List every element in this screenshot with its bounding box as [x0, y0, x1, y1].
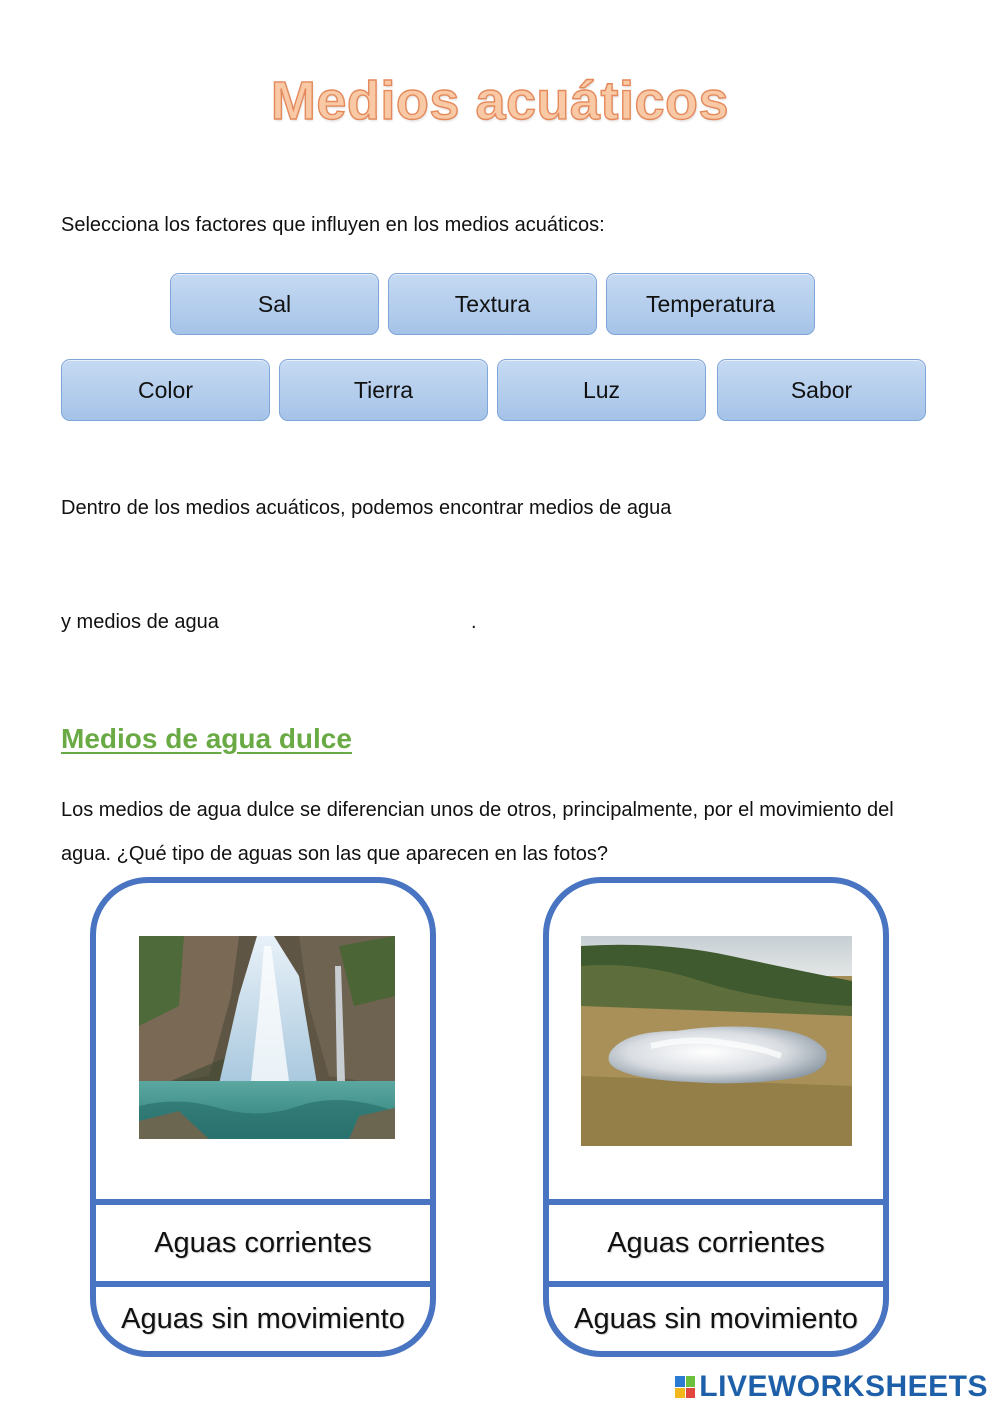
card2-option-aguas-corrientes[interactable]: Aguas corrientes	[549, 1199, 883, 1287]
card2-option-aguas-sin-movimiento[interactable]: Aguas sin movimiento	[574, 1302, 858, 1335]
factor-chip-sabor[interactable]: Sabor	[717, 359, 926, 421]
factor-chip-luz[interactable]: Luz	[497, 359, 706, 421]
brand-wordmark: LIVEWORKSHEETS	[699, 1370, 988, 1403]
card1-option-aguas-corrientes[interactable]: Aguas corrientes	[96, 1199, 430, 1287]
liveworksheets-brand	[675, 1370, 988, 1404]
factor-chip-tierra[interactable]: Tierra	[279, 359, 488, 421]
factor-chip-color[interactable]: Color	[61, 359, 270, 421]
sentence-end-period: .	[471, 611, 477, 633]
pond-photo	[581, 936, 852, 1146]
sentence-medios-agua-2: y medios de agua	[61, 611, 219, 633]
factors-prompt: Selecciona los factores que influyen en los medios acuáticos:	[61, 214, 605, 236]
card1-option-aguas-sin-movimiento[interactable]: Aguas sin movimiento	[121, 1302, 405, 1335]
liveworksheets-logo-icon	[675, 1376, 695, 1398]
photo-card-2	[543, 877, 889, 1357]
section-title-agua-dulce: Medios de agua dulce	[61, 723, 352, 754]
factor-chip-sal[interactable]: Sal	[170, 273, 379, 335]
photo-card-1	[90, 877, 436, 1357]
page-title: Medios acuáticos	[270, 71, 730, 131]
sentence-medios-agua: Dentro de los medios acuáticos, podemos encontrar medios de agua	[61, 497, 672, 519]
section-paragraph: Los medios de agua dulce se diferencian unos de otros, principalmente, por el movimiento del agua. ¿Qué tipo de aguas son las que aparecen en las fotos?	[61, 799, 894, 865]
factor-chip-temperatura[interactable]: Temperatura	[606, 273, 815, 335]
waterfall-photo	[139, 936, 395, 1139]
factor-chip-textura[interactable]: Textura	[388, 273, 597, 335]
